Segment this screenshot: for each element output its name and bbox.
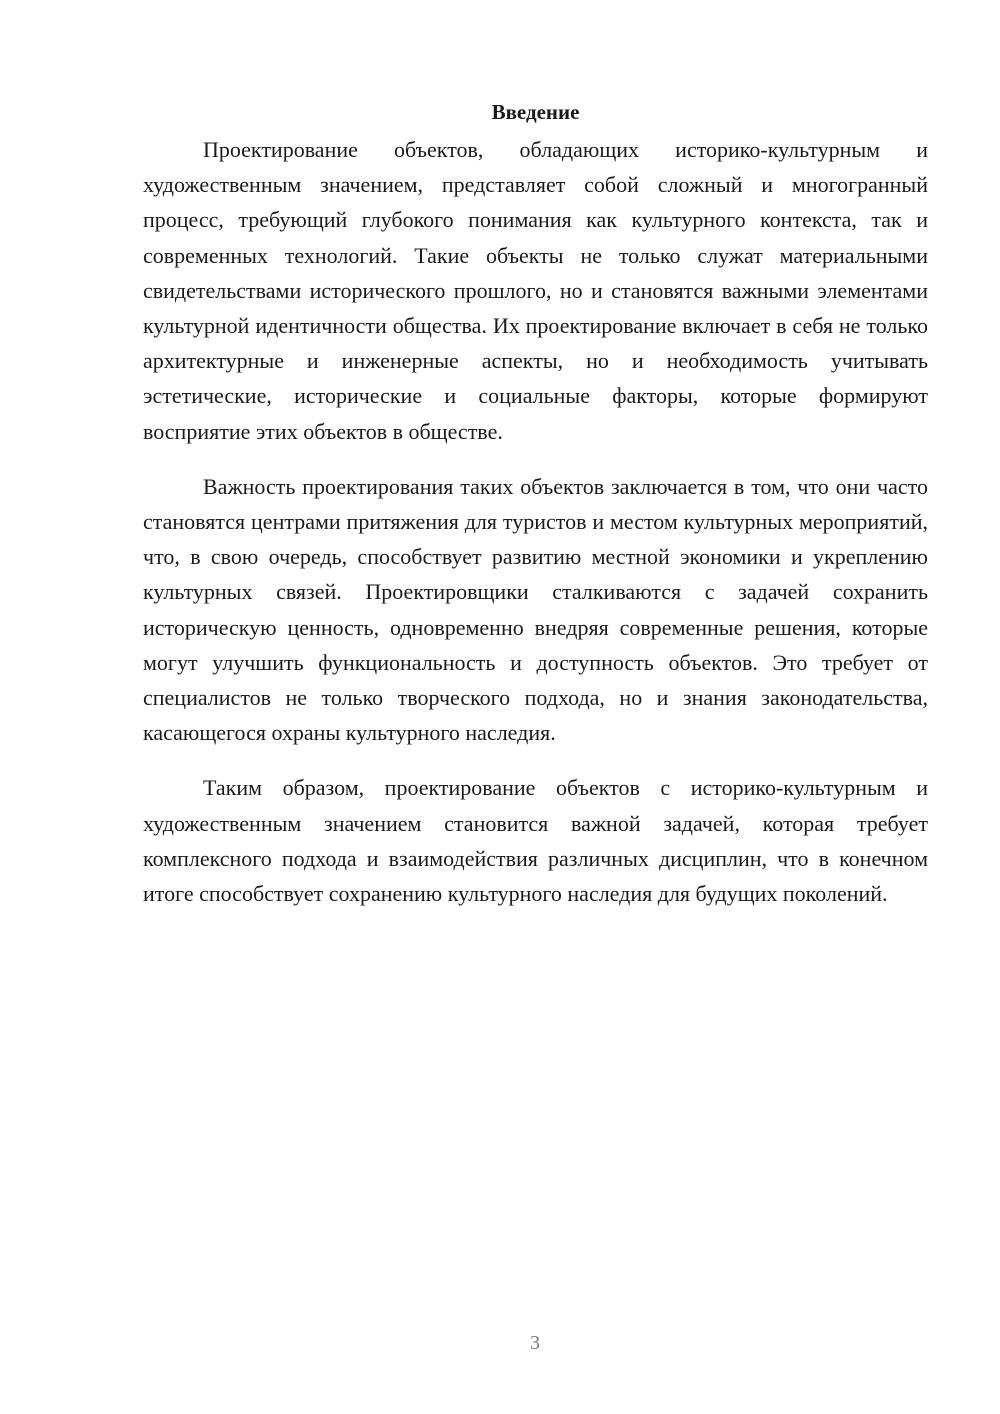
page-content: [143, 92, 928, 931]
section-heading: Введение: [491, 100, 580, 124]
page-number: 3: [530, 1332, 540, 1354]
paragraph-2: Важность проектирования таких объектов заключается в том, что они часто становятся центрами притяжения для туристов и местом культурных мероприятий, что, в свою очередь, способствует развитию местной экономики и укреплению культурных связей. Проектировщики сталкиваются с задачей сохранить историческую ценность, одновременно внедряя современные решения, которые могут улучшить функциональность и доступность объектов. Это требует от специалистов не только творческого подхода, но и знания законодательства, касающегося охраны культурного наследия.: [143, 473, 928, 746]
paragraph-3: Таким образом, проектирование объектов с историко-культурным и художественным значением становится важной задачей, которая требует комплексного подхода и взаимодействия различных дисциплин, что в конечном итоге способствует сохранению культурного наследия для будущих поколений.: [143, 775, 928, 907]
paragraph-1: Проектирование объектов, обладающих историко-культурным и художественным значением, представляет собой сложный и многогранный процесс, требующий глубокого понимания как культурного контекста, так и современных технологий. Такие объекты не только служат материальными свидетельствами исторического прошлого, но и становятся важными элементами культурной идентичности общества. Их проектирование включает в себя не только архитектурные и инженерные аспекты, но и необходимость учитывать эстетические, исторические и социальные факторы, которые формируют восприятие этих объектов в обществе.: [143, 137, 928, 444]
